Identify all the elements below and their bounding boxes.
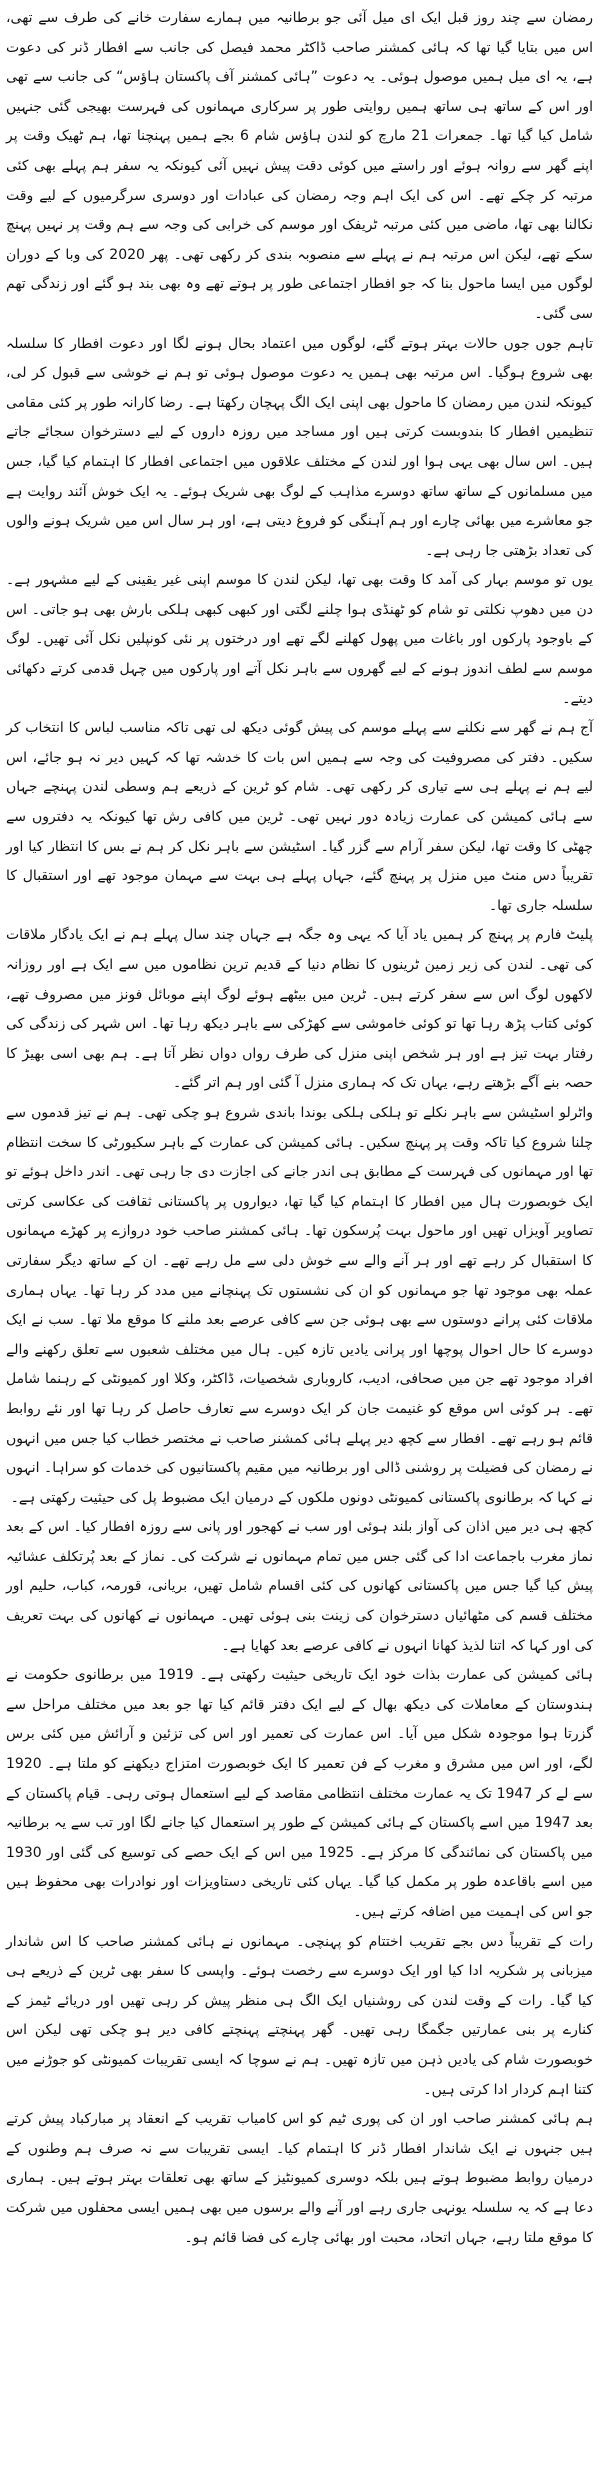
article-paragraph: یوں تو موسم بہار کی آمد کا وقت بھی تھا، لیکن لندن کا موسم اپنی غیر یقینی کے لیے مشہور ہے۔ دن میں دھوپ نکلتی تو شام کو ٹھنڈی ہوا چلنے لگتی اور کبھی کبھی ہلکی بارش بھی ہو جاتی۔ اس کے باوجود پارکوں اور باغات میں پھول کھلنے لگے تھے اور درختوں پر نئی کونپلیں نکل آئی تھیں۔ لوگ موسم سے لطف اندوز ہونے کے لیے گھروں سے باہر نکل آتے اور پارکوں میں چہل قدمی کرتے دکھائی دیتے۔ xyxy=(6,572,593,707)
article-paragraph: کچھ ہی دیر میں اذان کی آواز بلند ہوئی اور سب نے کھجور اور پانی سے روزہ افطار کیا۔ اس کے بعد نماز مغرب باجماعت ادا کی گئی جس میں تمام مہمانوں نے شرکت کی۔ نماز کے بعد پُرتکلف عشائیہ پیش کیا گیا جس میں پاکستانی کھانوں کی کئی اقسام شامل تھیں، بریانی، قورمہ، کباب، حلیم اور مختلف قسم کی مٹھائیاں دسترخوان کی زینت بنی ہوئی تھیں۔ مہمانوں نے کھانوں کی بہت تعریف کی اور کہا کہ اتنا لذیذ کھانا انہوں نے کافی عرصے بعد کھایا ہے۔ xyxy=(6,1519,593,1654)
article-paragraph: پلیٹ فارم پر پہنچ کر ہمیں یاد آیا کہ یہی وہ جگہ ہے جہاں چند سال پہلے ہم نے ایک یادگار ملاقات کی تھی۔ لندن کی زیر زمین ٹرینوں کا نظام دنیا کے قدیم ترین نظاموں میں سے ایک ہے اور روزانہ لاکھوں لوگ اس سے سفر کرتے ہیں۔ ٹرین میں بیٹھے ہوئے لوگ اپنے موبائل فونز میں مصروف تھے، کوئی کتاب پڑھ رہا تھا تو کوئی خاموشی سے کھڑکی سے باہر دیکھ رہا تھا۔ اس شہر کی زندگی کی رفتار بہت تیز ہے اور ہر شخص اپنی منزل کی طرف رواں دواں نظر آتا ہے۔ ہم بھی اسی بھیڑ کا حصہ بنے آگے بڑھتے رہے، یہاں تک کہ ہماری منزل آ گئی اور ہم اتر گئے۔ xyxy=(6,927,593,1092)
article-paragraph: تاہم جوں جوں حالات بہتر ہوتے گئے، لوگوں میں اعتماد بحال ہونے لگا اور دعوت افطار کا سلسلہ بھی شروع ہوگیا۔ اس مرتبہ بھی ہمیں یہ دعوت موصول ہوئی تو ہم نے خوشی سے قبول کر لی، کیونکہ لندن میں رمضان کا ماحول بھی اپنی ایک الگ پہچان رکھتا ہے۔ رضا کارانہ طور پر کئی مقامی تنظیمیں افطار کا بندوبست کرتی ہیں اور مساجد میں روزہ داروں کے لیے دسترخوان سجائے جاتے ہیں۔ اس سال بھی یہی ہوا اور لندن کے مختلف علاقوں میں اجتماعی افطار کا اہتمام کیا گیا، جس میں مسلمانوں کے ساتھ ساتھ دوسرے مذاہب کے لوگ بھی شریک ہوئے۔ یہ ایک خوش آئند روایت ہے جو معاشرے میں بھائی چارے اور ہم آہنگی کو فروغ دیتی ہے، اور ہر سال اس میں شریک ہونے والوں کی تعداد بڑھتی جا رہی ہے۔ xyxy=(6,335,593,559)
article-paragraph: رات کے تقریباً دس بجے تقریب اختتام کو پہنچی۔ مہمانوں نے ہائی کمشنر صاحب کا اس شاندار میزبانی پر شکریہ ادا کیا اور ایک دوسرے سے رخصت ہوئے۔ واپسی کا سفر بھی ٹرین کے ذریعے ہی کیا گیا۔ رات کے وقت لندن کی روشنیاں ایک الگ ہی منظر پیش کر رہی تھیں اور دریائے ٹیمز کے کنارے پر بنی عمارتیں جگمگا رہی تھیں۔ گھر پہنچتے پہنچتے کافی دیر ہو چکی تھی لیکن اس خوبصورت شام کی یادیں ذہن میں تازہ تھیں۔ ہم نے سوچا کہ ایسی تقریبات کمیونٹی کو جوڑنے میں کتنا اہم کردار ادا کرتی ہیں۔ xyxy=(6,1933,593,2098)
article-paragraph: واٹرلو اسٹیشن سے باہر نکلے تو ہلکی ہلکی بوندا باندی شروع ہو چکی تھی۔ ہم نے تیز قدموں سے چلنا شروع کیا تاکہ وقت پر پہنچ سکیں۔ ہائی کمیشن کی عمارت کے باہر سکیورٹی کا سخت انتظام تھا اور مہمانوں کی فہرست کے مطابق ہی اندر جانے کی اجازت دی جا رہی تھی۔ اندر داخل ہوئے تو ایک خوبصورت ہال میں افطار کا اہتمام کیا گیا تھا، دیواروں پر پاکستانی ثقافت کی عکاسی کرتی تصاویر آویزاں تھیں اور ماحول بہت پُرسکون تھا۔ ہائی کمشنر صاحب خود دروازے پر کھڑے مہمانوں کا استقبال کر رہے تھے اور ہر آنے والے سے خوش دلی سے مل رہے تھے۔ ان کے ساتھ دیگر سفارتی عملہ بھی موجود تھا جو مہمانوں کو ان کی نشستوں تک پہنچانے میں مدد کر رہا تھا۔ یہاں ہماری ملاقات کئی پرانے دوستوں سے بھی ہوئی جن سے کافی عرصے بعد ملنے کا موقع ملا تھا۔ سب نے ایک دوسرے کا حال احوال پوچھا اور پرانی یادیں تازہ کیں۔ ہال میں مختلف شعبوں سے تعلق رکھنے والے افراد موجود تھے جن میں صحافی، ادیب، کاروباری شخصیات، ڈاکٹر، وکلا اور کمیونٹی کے رہنما شامل تھے۔ ہر کوئی اس موقع کو غنیمت جان کر ایک دوسرے سے تعارف حاصل کر رہا تھا اور نئے روابط قائم ہو رہے تھے۔ افطار سے کچھ دیر پہلے ہائی کمشنر صاحب نے مختصر خطاب کیا جس میں انہوں نے رمضان کی فضیلت پر روشنی ڈالی اور برطانیہ میں مقیم پاکستانیوں کی خدمات کو سراہا۔ انہوں نے کہا کہ برطانوی پاکستانی کمیونٹی دونوں ملکوں کے درمیان ایک مضبوط پل کی حیثیت رکھتی ہے۔ xyxy=(6,1104,593,1506)
article-paragraph: ہم ہائی کمشنر صاحب اور ان کی پوری ٹیم کو اس کامیاب تقریب کے انعقاد پر مبارکباد پیش کرتے ہیں جنہوں نے ایک شاندار افطار ڈنر کا اہتمام کیا۔ ایسی تقریبات سے نہ صرف ہم وطنوں کے درمیان روابط مضبوط ہوتے ہیں بلکہ دوسری کمیونٹیز کے ساتھ بھی تعلقات بہتر ہوتے ہیں۔ ہماری دعا ہے کہ یہ سلسلہ یونہی جاری رہے اور آنے والے برسوں میں بھی ہمیں ایسی محفلوں میں شرکت کا موقع ملتا رہے، جہاں اتحاد، محبت اور بھائی چارے کی فضا قائم ہو۔ xyxy=(6,2111,593,2246)
article-paragraph: آج ہم نے گھر سے نکلنے سے پہلے موسم کی پیش گوئی دیکھ لی تھی تاکہ مناسب لباس کا انتخاب کر سکیں۔ دفتر کی مصروفیت کی وجہ سے ہمیں اس بات کا خدشہ تھا کہ کہیں دیر نہ ہو جائے، اس لیے ہم نے پہلے ہی سے تیاری کر رکھی تھی۔ شام کو ٹرین کے ذریعے ہم وسطی لندن پہنچے جہاں سے ہائی کمیشن کی عمارت زیادہ دور نہیں تھی۔ ٹرین میں کافی رش تھا کیونکہ یہ دفتروں سے چھٹی کا وقت تھا، لیکن سفر آرام سے گزر گیا۔ اسٹیشن سے باہر نکل کر ہم نے بس کا انتظار کیا اور تقریباً دس منٹ میں منزل پر پہنچ گئے، جہاں پہلے ہی بہت سے مہمان موجود تھے اور استقبال کا سلسلہ جاری تھا۔ xyxy=(6,720,593,914)
article-paragraph: رمضان سے چند روز قبل ایک ای میل آئی جو برطانیہ میں ہمارے سفارت خانے کی طرف سے تھی، اس میں بتایا گیا تھا کہ ہائی کمشنر صاحب ڈاکٹر محمد فیصل کی جانب سے افطار ڈنر کی دعوت ہے، یہ ای میل ہمیں موصول ہوئی۔ یہ دعوت ”ہائی کمشنر آف پاکستان ہاؤس“ کی جانب سے تھی اور اس کے ساتھ ہی ساتھ ہمیں روایتی طور پر سرکاری مہمانوں کی فہرست بھیجی گئی جنہیں شامل کیا گیا تھا۔ جمعرات 21 مارچ کو لندن ہاؤس شام 6 بجے ہمیں پہنچنا تھا، ہم ٹھیک وقت پر اپنے گھر سے روانہ ہوئے اور راستے میں کوئی دقت پیش نہیں آئی کیونکہ یہ سفر ہم پہلے بھی کئی مرتبہ کر چکے تھے۔ اس کی ایک اہم وجہ رمضان کی عبادات اور دوسری سرگرمیوں کے لیے وقت نکالنا بھی تھا، ماضی میں کئی مرتبہ ٹریفک اور موسم کی خرابی کی وجہ سے ہم وقت پر نہیں پہنچ سکے تھے، لیکن اس مرتبہ ہم نے پہلے سے منصوبہ بندی کر رکھی تھی۔ پھر 2020 کی وبا کے دوران لوگوں میں ایسا ماحول بنا کہ جو افطار اجتماعی طور پر ہوتے تھے وہ بھی بند ہو گئے اور زندگی تھم سی گئی۔ xyxy=(6,10,593,322)
article-paragraph: ہائی کمیشن کی عمارت بذات خود ایک تاریخی حیثیت رکھتی ہے۔ 1919 میں برطانوی حکومت نے ہندوستان کے معاملات کی دیکھ بھال کے لیے ایک دفتر قائم کیا تھا جو بعد میں مختلف مراحل سے گزرتا ہوا موجودہ شکل میں آیا۔ اس عمارت کی تعمیر اور اس کی تزئین و آرائش میں کئی برس لگے، اور اس میں مشرق و مغرب کے فن تعمیر کا ایک خوبصورت امتزاج دیکھنے کو ملتا ہے۔ 1920 سے لے کر 1947 تک یہ عمارت مختلف انتظامی مقاصد کے لیے استعمال ہوتی رہی۔ قیام پاکستان کے بعد 1947 میں اسے پاکستان کے ہائی کمیشن کے طور پر استعمال کیا جانے لگا اور تب سے یہ برطانیہ میں پاکستان کی نمائندگی کا مرکز ہے۔ 1925 میں اس کے ایک حصے کی توسیع کی گئی اور 1930 میں اسے باقاعدہ طور پر مکمل کیا گیا۔ یہاں کئی تاریخی دستاویزات اور نوادرات بھی محفوظ ہیں جو اس کی اہمیت میں اضافہ کرتے ہیں۔ xyxy=(6,1667,593,1920)
